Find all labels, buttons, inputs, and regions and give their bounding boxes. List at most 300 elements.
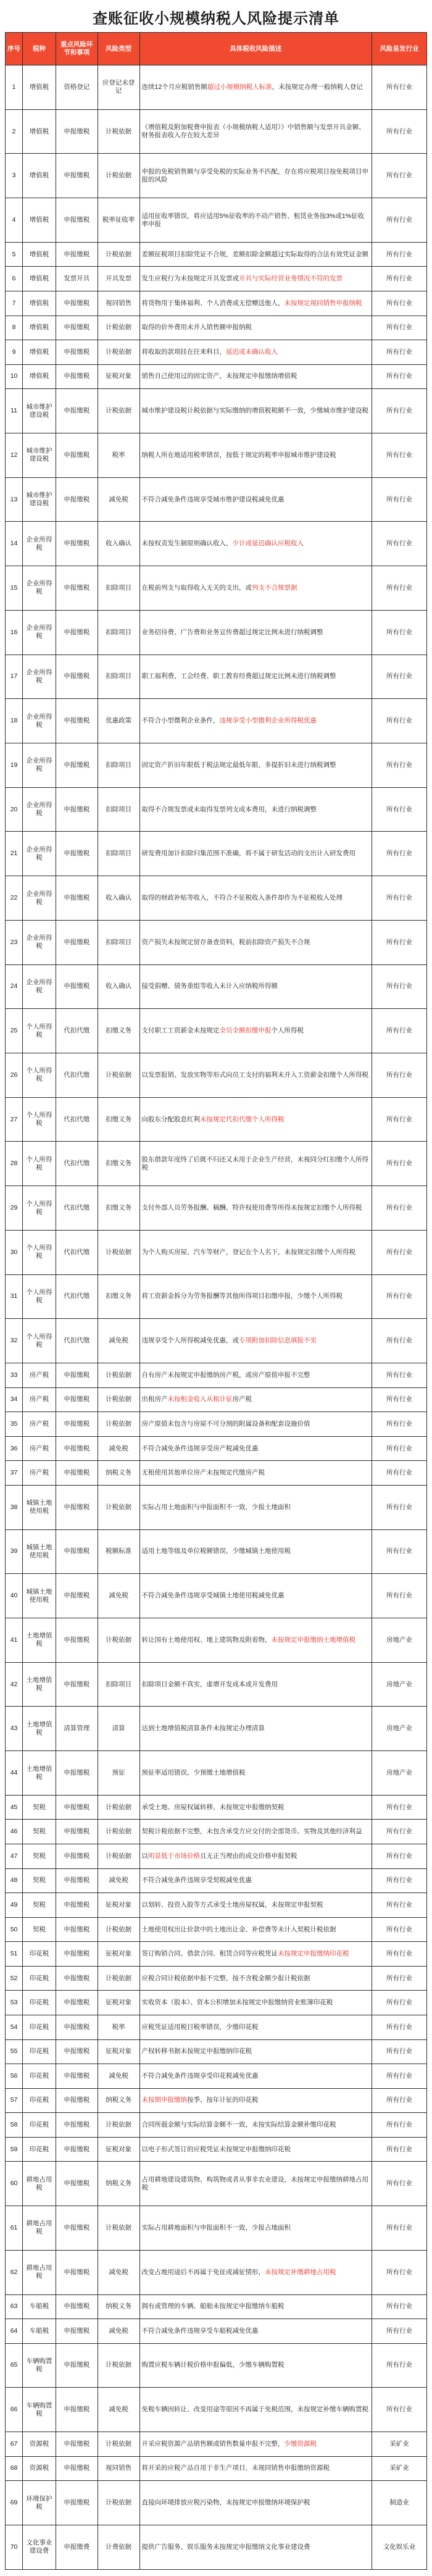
cell-link: 申报缴税 <box>56 566 98 611</box>
cell-no: 36 <box>6 1436 23 1461</box>
cell-type: 税率 <box>98 433 139 477</box>
cell-industry: 所有行业 <box>372 477 427 522</box>
cell-no: 68 <box>6 2456 23 2481</box>
cell-desc: 将工资薪金拆分为劳务报酬等其他所得项目扣缴申报，少缴个人所得税 <box>139 1274 372 1319</box>
cell-tax: 个人所得税 <box>23 1274 56 1319</box>
cell-desc: 直接向环境排放应税污染物，未按规定申报缴纳环境保护税 <box>139 2481 372 2525</box>
cell-industry: 所有行业 <box>372 1844 427 1869</box>
table-row <box>6 1274 427 1319</box>
table-row <box>6 316 427 340</box>
cell-type: 征税对象 <box>98 1942 139 1967</box>
table-row <box>6 1009 427 1053</box>
cell-industry: 所有行业 <box>372 743 427 788</box>
cell-tax: 土地增值税 <box>23 1618 56 1663</box>
cell-tax: 土地增值税 <box>23 1662 56 1707</box>
table-row <box>6 364 427 389</box>
cell-tax: 企业所得税 <box>23 964 56 1009</box>
cell-desc: 实收资本（股本）、资本公积增加未按规定申报缴纳营业账簿印花税 <box>139 1991 372 2015</box>
cell-industry: 所有行业 <box>372 2250 427 2294</box>
cell-desc: 出租房产未按租金收入从租计征房产税 <box>139 1387 372 1412</box>
table-row <box>6 522 427 566</box>
table-row <box>6 920 427 964</box>
cell-desc: 销售自己使用过的固定资产，未按规定申报缴纳增值税 <box>139 364 372 389</box>
cell-desc: 申报的免税销售额与享受免税的实际业务不匹配，存在将应税项目按免税项目申报的风险 <box>139 154 372 198</box>
cell-link: 申报缴税 <box>56 832 98 876</box>
table-row <box>6 2137 427 2162</box>
cell-link: 申报缴税 <box>56 1387 98 1412</box>
cell-type: 扣缴义务 <box>98 1186 139 1231</box>
cell-desc: 发生应税行为未按规定开具发票或开具与实际经营业务情况不符的发票 <box>139 267 372 291</box>
cell-tax: 企业所得税 <box>23 699 56 743</box>
cell-no: 21 <box>6 832 23 876</box>
cell-no: 29 <box>6 1186 23 1231</box>
highlighted-risk-text: 明显低于市场价格 <box>148 1852 201 1860</box>
cell-tax: 印花税 <box>23 2088 56 2113</box>
cell-desc: 接受捐赠、债务重组等收入未计入应纳税所得额 <box>139 964 372 1009</box>
cell-tax: 企业所得税 <box>23 610 56 654</box>
cell-industry: 所有行业 <box>372 242 427 267</box>
cell-tax: 印花税 <box>23 1991 56 2015</box>
table-row <box>6 1436 427 1461</box>
cell-desc: 免税车辆因转让、改变用途等原因不再属于免税范围，未按规定补缴车辆购置税 <box>139 2388 372 2432</box>
cell-industry: 所有行业 <box>372 1868 427 1893</box>
table-row <box>6 1529 427 1574</box>
cell-tax: 印花税 <box>23 2113 56 2138</box>
cell-industry: 所有行业 <box>372 1142 427 1186</box>
cell-link: 代扣代缴 <box>56 1053 98 1098</box>
cell-link: 代扣代缴 <box>56 1230 98 1274</box>
cell-desc: 以明显低于市场价格且无正当理由的成交价格申报契税 <box>139 1844 372 1869</box>
cell-no: 15 <box>6 566 23 611</box>
cell-tax: 土地增值税 <box>23 1751 56 1796</box>
table-row <box>6 2481 427 2525</box>
cell-type: 计税依据 <box>98 1412 139 1437</box>
cell-desc: 产权转移书据未按规定申报缴纳印花税 <box>139 2039 372 2064</box>
table-row <box>6 566 427 611</box>
cell-no: 28 <box>6 1142 23 1186</box>
cell-tax: 企业所得税 <box>23 566 56 611</box>
cell-type: 计税依据 <box>98 316 139 340</box>
cell-no: 3 <box>6 154 23 198</box>
table-row <box>6 267 427 291</box>
cell-industry: 所有行业 <box>372 1319 427 1363</box>
cell-no: 65 <box>6 2343 23 2388</box>
cell-no: 12 <box>6 433 23 477</box>
cell-no: 51 <box>6 1942 23 1967</box>
highlighted-risk-text: 违规享受小型微利企业所得税优惠 <box>219 717 317 725</box>
cell-no: 48 <box>6 1868 23 1893</box>
cell-tax: 增值税 <box>23 316 56 340</box>
table-row <box>6 2388 427 2432</box>
cell-desc: 不符合小型微利企业条件，违规享受小型微利企业所得税优惠 <box>139 699 372 743</box>
cell-link: 申报缴税 <box>56 1485 98 1529</box>
cell-tax: 房产税 <box>23 1436 56 1461</box>
cell-industry: 所有行业 <box>372 920 427 964</box>
cell-industry: 所有行业 <box>372 154 427 198</box>
cell-type: 扣除项目 <box>98 566 139 611</box>
highlighted-risk-text: 列支不合规票据 <box>252 583 297 592</box>
cell-industry: 所有行业 <box>372 1363 427 1388</box>
table-row <box>6 1820 427 1844</box>
cell-desc: 将收取的款项挂在往来科目，延迟或未确认收入 <box>139 340 372 365</box>
table-row <box>6 2064 427 2089</box>
cell-industry: 所有行业 <box>372 1412 427 1437</box>
cell-no: 44 <box>6 1751 23 1796</box>
table-row <box>6 610 427 654</box>
cell-desc: 业务招待费、广告费和业务宣传费超过规定比例未进行纳税调整 <box>139 610 372 654</box>
cell-tax: 印花税 <box>23 2015 56 2039</box>
cell-link: 申报缴费 <box>56 2525 98 2569</box>
cell-no: 22 <box>6 876 23 921</box>
cell-tax: 印花税 <box>23 2064 56 2089</box>
cell-industry: 所有行业 <box>372 433 427 477</box>
cell-type: 计税依据 <box>98 1820 139 1844</box>
cell-no: 17 <box>6 654 23 699</box>
cell-tax: 房产税 <box>23 1461 56 1486</box>
cell-type: 计费依据 <box>98 2525 139 2569</box>
header-type: 风险类型 <box>98 33 139 65</box>
cell-industry: 所有行业 <box>372 2162 427 2206</box>
cell-desc: 差额征税项目扣除凭证不合规，差额扣除金额超过实际取得的合法有效凭证金额 <box>139 242 372 267</box>
cell-link: 资格登记 <box>56 65 98 110</box>
cell-tax: 印花税 <box>23 2137 56 2162</box>
cell-desc: 实际占用耕地面积与申报面积不一致，少报占地面积 <box>139 2206 372 2251</box>
cell-no: 34 <box>6 1387 23 1412</box>
table-row <box>6 1618 427 1663</box>
cell-type: 收入确认 <box>98 522 139 566</box>
table-row <box>6 787 427 832</box>
cell-no: 60 <box>6 2162 23 2206</box>
cell-industry: 所有行业 <box>372 1009 427 1053</box>
cell-desc: 扣除项目金额不真实，虚增开发成本或开发费用 <box>139 1662 372 1707</box>
cell-industry: 所有行业 <box>372 316 427 340</box>
cell-link: 申报缴税 <box>56 1618 98 1663</box>
cell-link: 申报缴税 <box>56 1991 98 2015</box>
cell-type: 纳税义务 <box>98 1461 139 1486</box>
cell-desc: 拥有或管理的车辆、船舶未按规定申报缴纳车船税 <box>139 2294 372 2319</box>
cell-link: 申报缴税 <box>56 1529 98 1574</box>
cell-link: 申报缴税 <box>56 2137 98 2162</box>
cell-tax: 车辆购置税 <box>23 2343 56 2388</box>
cell-type: 减免税 <box>98 2250 139 2294</box>
cell-industry: 所有行业 <box>372 2064 427 2089</box>
cell-link: 代扣代缴 <box>56 1009 98 1053</box>
table-row <box>6 198 427 243</box>
cell-desc: 取得的财政补贴等收入，不符合不征税收入条件却作为不征税收入处理 <box>139 876 372 921</box>
cell-link: 申报缴税 <box>56 316 98 340</box>
cell-industry: 房地产业 <box>372 1707 427 1751</box>
header-link: 重点风险环节和事项 <box>56 33 98 65</box>
cell-desc: 取得不合规发票或未取得发票列支成本费用，未进行纳税调整 <box>139 787 372 832</box>
table-row <box>6 1461 427 1486</box>
cell-industry: 房地产业 <box>372 1618 427 1663</box>
cell-link: 申报缴税 <box>56 340 98 365</box>
cell-link: 申报缴税 <box>56 2456 98 2481</box>
cell-no: 61 <box>6 2206 23 2251</box>
table-header <box>6 33 427 65</box>
cell-link: 申报缴税 <box>56 2039 98 2064</box>
table-row <box>6 1868 427 1893</box>
cell-tax: 资源税 <box>23 2432 56 2457</box>
cell-tax: 环境保护税 <box>23 2481 56 2525</box>
table-row <box>6 2319 427 2344</box>
cell-type: 纳税义务 <box>98 2162 139 2206</box>
cell-industry: 所有行业 <box>372 1186 427 1231</box>
cell-tax: 企业所得税 <box>23 920 56 964</box>
cell-type: 计税依据 <box>98 1618 139 1663</box>
cell-link: 申报缴税 <box>56 109 98 154</box>
cell-industry: 所有行业 <box>372 2015 427 2039</box>
table-row <box>6 433 427 477</box>
cell-tax: 车辆购置税 <box>23 2388 56 2432</box>
cell-type: 视同销售 <box>98 291 139 316</box>
cell-tax: 增值税 <box>23 109 56 154</box>
table-body <box>6 65 427 2570</box>
cell-type: 计税依据 <box>98 2432 139 2457</box>
cell-industry: 所有行业 <box>372 1991 427 2015</box>
cell-link: 申报缴税 <box>56 2088 98 2113</box>
cell-link: 申报缴税 <box>56 699 98 743</box>
table-row <box>6 1363 427 1388</box>
cell-no: 58 <box>6 2113 23 2138</box>
cell-no: 32 <box>6 1319 23 1363</box>
highlighted-risk-text: 延迟或未确认收入 <box>226 348 278 356</box>
cell-industry: 所有行业 <box>372 964 427 1009</box>
cell-tax: 增值税 <box>23 65 56 110</box>
cell-link: 代扣代缴 <box>56 1186 98 1231</box>
cell-link: 申报缴税 <box>56 477 98 522</box>
cell-link: 代扣代缴 <box>56 1142 98 1186</box>
cell-no: 35 <box>6 1412 23 1437</box>
header-desc: 具体税收风险描述 <box>139 33 372 65</box>
table-row <box>6 2015 427 2039</box>
cell-industry: 所有行业 <box>372 1230 427 1274</box>
table-row <box>6 291 427 316</box>
cell-type: 计税依据 <box>98 1387 139 1412</box>
cell-desc: 不符合减免条件违规享受房产税减免优惠 <box>139 1436 372 1461</box>
cell-type: 计税依据 <box>98 242 139 267</box>
cell-type: 开具发票 <box>98 267 139 291</box>
cell-industry: 所有行业 <box>372 1795 427 1820</box>
cell-type: 减免税 <box>98 1868 139 1893</box>
cell-link: 申报缴税 <box>56 522 98 566</box>
highlighted-risk-text: 未按规定代扣代缴个人所得税 <box>200 1115 285 1123</box>
table-row <box>6 1662 427 1707</box>
cell-tax: 印花税 <box>23 2039 56 2064</box>
cell-no: 40 <box>6 1574 23 1618</box>
cell-type: 计税依据 <box>98 2343 139 2388</box>
highlighted-risk-text: 未按规定补缴耕地占用税 <box>265 2268 336 2276</box>
cell-link: 申报缴税 <box>56 610 98 654</box>
cell-no: 47 <box>6 1844 23 1869</box>
cell-industry: 所有行业 <box>372 1529 427 1574</box>
table-row <box>6 2343 427 2388</box>
table-row <box>6 1387 427 1412</box>
cell-desc: 将货物用于集体福利、个人消费或无偿赠送他人，未按规定视同销售申报纳税 <box>139 291 372 316</box>
table-row <box>6 2250 427 2294</box>
cell-industry: 所有行业 <box>372 1053 427 1098</box>
cell-link: 申报缴税 <box>56 2343 98 2388</box>
cell-industry: 所有行业 <box>372 2388 427 2432</box>
cell-desc: 预征率适用错误，少预缴土地增值税 <box>139 1751 372 1796</box>
cell-no: 4 <box>6 198 23 243</box>
cell-no: 66 <box>6 2388 23 2432</box>
cell-tax: 印花税 <box>23 1942 56 1967</box>
cell-desc: 无租使用其他单位房产未按规定代缴房产税 <box>139 1461 372 1486</box>
cell-link: 申报缴税 <box>56 920 98 964</box>
cell-desc: 纳税人所在地适用税率错误，按低于规定的税率申报城市维护建设税 <box>139 433 372 477</box>
cell-link: 申报缴税 <box>56 2294 98 2319</box>
cell-industry: 所有行业 <box>372 2294 427 2319</box>
cell-type: 计税依据 <box>98 389 139 433</box>
cell-desc: 改变占地用途后不再属于免征或减征情形，未按规定补缴耕地占用税 <box>139 2250 372 2294</box>
cell-tax: 耕地占用税 <box>23 2206 56 2251</box>
table-row <box>6 876 427 921</box>
cell-type: 扣除项目 <box>98 654 139 699</box>
highlighted-risk-text: 未按期申报缴纳 <box>141 2096 188 2104</box>
table-row <box>6 1795 427 1820</box>
cell-link: 申报缴税 <box>56 964 98 1009</box>
cell-tax: 契税 <box>23 1868 56 1893</box>
cell-desc: 实际占用土地面积与申报面积不一致，少报土地面积 <box>139 1485 372 1529</box>
table-row <box>6 1893 427 1918</box>
cell-desc: 应税凭证适用税目税率错误，少缴印花税 <box>139 2015 372 2039</box>
table-row <box>6 1942 427 1967</box>
cell-industry: 所有行业 <box>372 65 427 110</box>
cell-desc: 不符合减免条件违规享受城市维护建设税减免优惠 <box>139 477 372 522</box>
cell-link: 申报缴税 <box>56 2113 98 2138</box>
cell-type: 扣缴义务 <box>98 1097 139 1142</box>
highlighted-risk-text: 开具与实际经营业务情况不符的发票 <box>239 275 343 283</box>
cell-desc: 自有房产未按规定申报缴纳房产税，或房产原值申报不完整 <box>139 1363 372 1388</box>
cell-link: 申报缴税 <box>56 364 98 389</box>
table-row <box>6 2039 427 2064</box>
cell-tax: 耕地占用税 <box>23 2250 56 2294</box>
table-row <box>6 2113 427 2138</box>
cell-type: 计税依据 <box>98 109 139 154</box>
table-row <box>6 1485 427 1529</box>
cell-type: 收入确认 <box>98 876 139 921</box>
cell-no: 67 <box>6 2432 23 2457</box>
highlighted-risk-text: 未按规定申报缴纳印花税 <box>278 1950 349 1958</box>
cell-industry: 所有行业 <box>372 566 427 611</box>
cell-type: 扣缴义务 <box>98 1274 139 1319</box>
cell-industry: 所有行业 <box>372 1274 427 1319</box>
cell-type: 计税依据 <box>98 154 139 198</box>
cell-tax: 个人所得税 <box>23 1319 56 1363</box>
cell-tax: 车船税 <box>23 2294 56 2319</box>
cell-no: 63 <box>6 2294 23 2319</box>
cell-industry: 采矿业 <box>372 2456 427 2481</box>
cell-no: 69 <box>6 2481 23 2525</box>
table-row <box>6 154 427 198</box>
cell-type: 减免税 <box>98 477 139 522</box>
cell-desc: 占用耕地建设建筑物、构筑物或者从事非农业建设，未按规定申报缴纳耕地占用税 <box>139 2162 372 2206</box>
cell-type: 扣除项目 <box>98 832 139 876</box>
cell-desc: 股东借款年度终了后既不归还又未用于企业生产经营，未视同分红扣缴个人所得税 <box>139 1142 372 1186</box>
cell-industry: 所有行业 <box>372 1820 427 1844</box>
cell-industry: 所有行业 <box>372 1387 427 1412</box>
cell-link: 申报缴税 <box>56 2432 98 2457</box>
table-row <box>6 1097 427 1142</box>
cell-type: 计税依据 <box>98 1844 139 1869</box>
cell-tax: 土地增值税 <box>23 1707 56 1751</box>
cell-desc: 不符合减免条件违规享受城镇土地使用税减免优惠 <box>139 1574 372 1618</box>
cell-desc: 不符合减免条件违规享受印花税减免优惠 <box>139 2064 372 2089</box>
cell-no: 30 <box>6 1230 23 1274</box>
cell-tax: 契税 <box>23 1917 56 1942</box>
cell-desc: 取得的价外费用未并入销售额申报纳税 <box>139 316 372 340</box>
cell-tax: 个人所得税 <box>23 1097 56 1142</box>
cell-type: 税额标准 <box>98 1529 139 1574</box>
cell-link: 申报缴税 <box>56 291 98 316</box>
cell-type: 减免税 <box>98 1436 139 1461</box>
risk-table <box>5 32 427 2570</box>
cell-type: 减免税 <box>98 1319 139 1363</box>
table-row <box>6 2162 427 2206</box>
cell-no: 54 <box>6 2015 23 2039</box>
cell-type: 征税对象 <box>98 2039 139 2064</box>
cell-no: 53 <box>6 1991 23 2015</box>
cell-link: 申报缴税 <box>56 1751 98 1796</box>
cell-link: 申报缴税 <box>56 2481 98 2525</box>
cell-type: 减免税 <box>98 2319 139 2344</box>
cell-no: 19 <box>6 743 23 788</box>
cell-link: 申报缴税 <box>56 242 98 267</box>
table-row <box>6 1966 427 1991</box>
cell-desc: 转让国有土地使用权、地上建筑物及附着物，未按规定申报缴纳土地增值税 <box>139 1618 372 1663</box>
cell-industry: 房地产业 <box>372 1751 427 1796</box>
cell-industry: 所有行业 <box>372 1097 427 1142</box>
cell-industry: 房地产业 <box>372 1662 427 1707</box>
cell-desc: 固定资产折旧年限低于税法规定最低年限，多提折旧未进行纳税调整 <box>139 743 372 788</box>
cell-type: 扣除项目 <box>98 743 139 788</box>
cell-link: 申报缴税 <box>56 876 98 921</box>
cell-desc: 不符合减免条件违规享受契税减免优惠 <box>139 1868 372 1893</box>
cell-link: 申报缴税 <box>56 1662 98 1707</box>
cell-no: 37 <box>6 1461 23 1486</box>
cell-desc: 资产损失未按规定留存备查资料，税前扣除资产损失不合规 <box>139 920 372 964</box>
cell-no: 5 <box>6 242 23 267</box>
cell-tax: 增值税 <box>23 242 56 267</box>
cell-desc: 连续12个月应税销售额超过小规模纳税人标准，未按规定办理一般纳税人登记 <box>139 65 372 110</box>
cell-link: 申报缴税 <box>56 1966 98 1991</box>
table-row <box>6 1917 427 1942</box>
cell-tax: 房产税 <box>23 1412 56 1437</box>
cell-no: 10 <box>6 364 23 389</box>
cell-link: 申报缴税 <box>56 1461 98 1486</box>
cell-link: 申报缴税 <box>56 154 98 198</box>
cell-type: 税率征收率 <box>98 198 139 243</box>
cell-tax: 企业所得税 <box>23 832 56 876</box>
cell-industry: 所有行业 <box>372 699 427 743</box>
cell-no: 45 <box>6 1795 23 1820</box>
cell-no: 43 <box>6 1707 23 1751</box>
cell-no: 27 <box>6 1097 23 1142</box>
cell-desc: 不符合减免条件违规享受车船税减免优惠 <box>139 2319 372 2344</box>
table-row <box>6 2432 427 2457</box>
cell-type: 计税依据 <box>98 2113 139 2138</box>
cell-desc: 未按期申报缴纳按季、按年计征的印花税 <box>139 2088 372 2113</box>
cell-type: 计税依据 <box>98 1230 139 1274</box>
cell-type: 扣除项目 <box>98 920 139 964</box>
cell-industry: 所有行业 <box>372 1436 427 1461</box>
highlighted-risk-text: 未按规定视同销售申报纳税 <box>284 299 362 307</box>
cell-no: 26 <box>6 1053 23 1098</box>
cell-industry: 所有行业 <box>372 1966 427 1991</box>
cell-no: 20 <box>6 787 23 832</box>
table-row <box>6 1319 427 1363</box>
